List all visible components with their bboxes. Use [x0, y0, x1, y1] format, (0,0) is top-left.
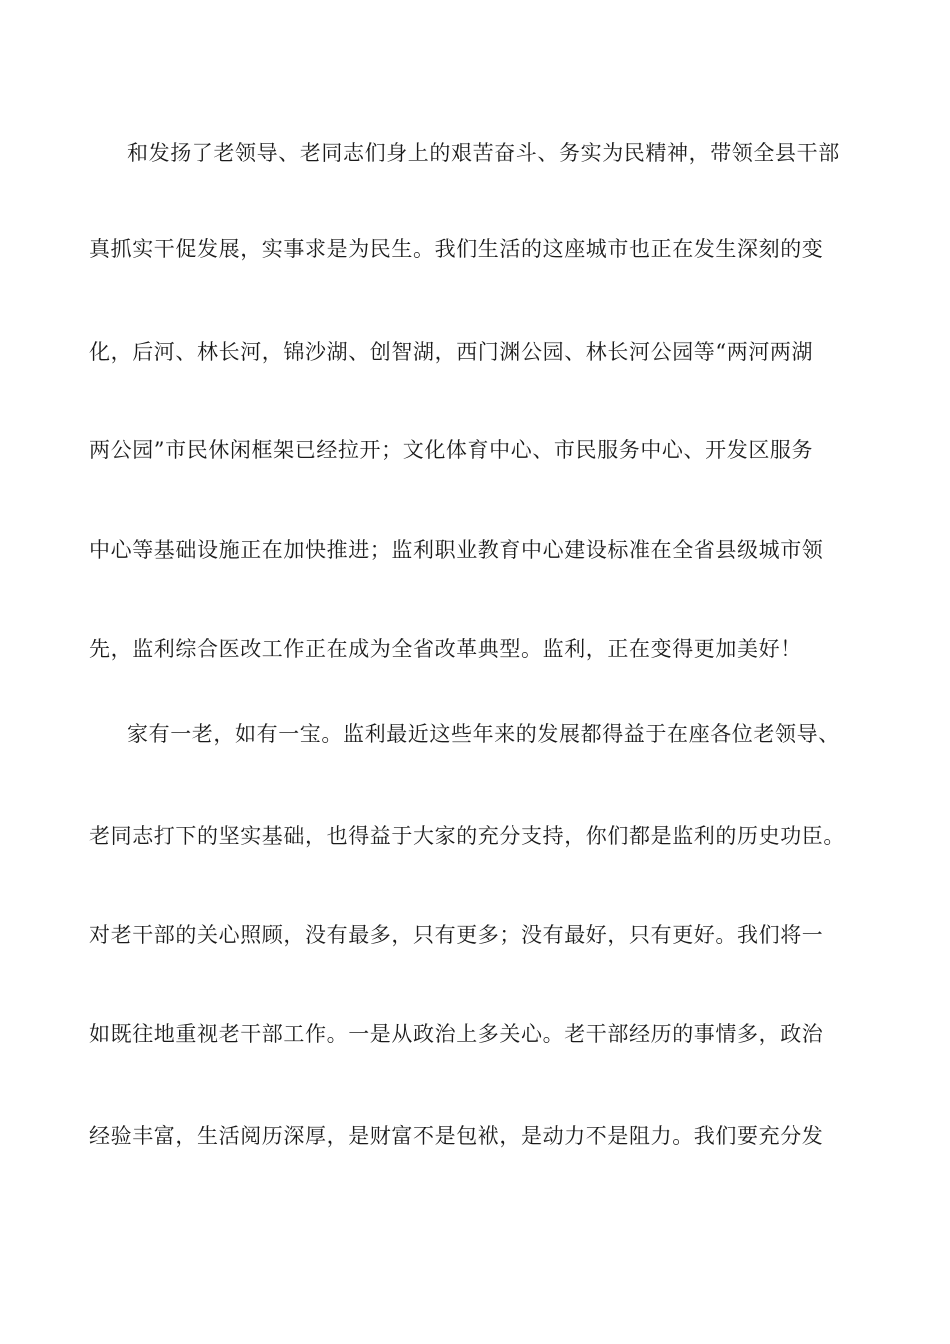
paragraph-line: 化，后河、林长河，锦沙湖、创智湖，西门渊公园、林长河公园等“两河两湖: [89, 340, 814, 364]
paragraph-line: 老同志打下的坚实基础，也得益于大家的充分支持，你们都是监利的历史功臣。: [89, 824, 845, 848]
paragraph-line: 家有一老，如有一宝。监利最近这些年来的发展都得益于在座各位老领导、: [127, 722, 840, 746]
paragraph-line: 中心等基础设施正在加快推进；监利职业教育中心建设标准在全省县级城市领: [89, 538, 824, 562]
paragraph-line: 对老干部的关心照顾，没有最多，只有更多；没有最好，只有更好。我们将一: [89, 923, 824, 947]
paragraph-line: 真抓实干促发展，实事求是为民生。我们生活的这座城市也正在发生深刻的变: [89, 237, 824, 261]
paragraph-line: 两公园”市民休闲框架已经拉开；文化体育中心、市民服务中心、开发区服务: [89, 438, 814, 462]
paragraph-line: 经验丰富，生活阅历深厚，是财富不是包袱，是动力不是阻力。我们要充分发: [89, 1124, 824, 1148]
paragraph-line: 先，监利综合医改工作正在成为全省改革典型。监利，正在变得更加美好！: [89, 637, 802, 661]
paragraph-line: 和发扬了老领导、老同志们身上的艰苦奋斗、务实为民精神，带领全县干部: [127, 141, 840, 165]
paragraph-line: 如既往地重视老干部工作。一是从政治上多关心。老干部经历的事情多，政治: [89, 1022, 824, 1046]
